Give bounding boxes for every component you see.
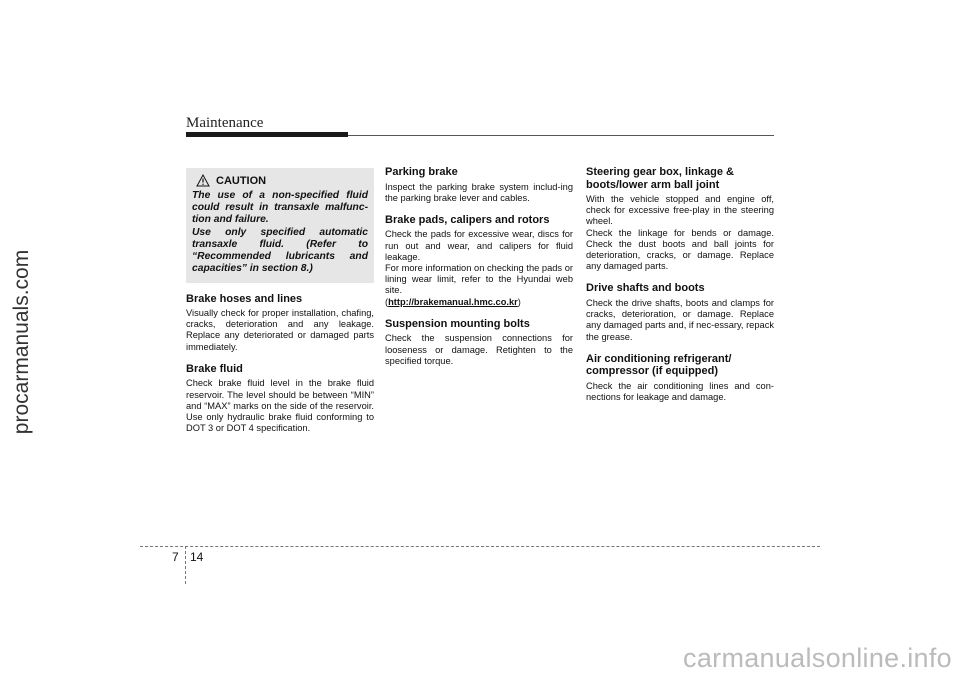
section-heading: Brake hoses and lines <box>186 292 303 305</box>
section-heading: Air conditioning refrigerant/ compressor (if equipped) <box>586 352 732 378</box>
section-suspension <box>385 318 573 367</box>
section-body-1: With the vehicle stopped and engine off, check for excessive free-play in the steering wheel. <box>586 194 774 227</box>
section-body-1: Check the pads for excessive wear, discs for run out and wear, and calipers for fluid leakage. <box>385 229 573 262</box>
section-heading: Brake fluid <box>186 362 243 375</box>
section-heading: Steering gear box, linkage & boots/lower arm ball joint <box>586 166 734 191</box>
section-parking-brake <box>385 166 573 204</box>
section-body: Visually check for proper installation, chafing, cracks, deterioration and any leakage. Replace any deteriorated or damaged parts immediately. <box>186 308 374 352</box>
section-body: Check the drive shafts, boots and clamps for cracks, deterioration, or damage. Replace any damaged parts and, if nec-essary, repack the grease. <box>586 297 774 342</box>
section-body: Check brake fluid level in the brake fluid reservoir. The level should be between “MIN” and “MAX” marks on the side of the reservoir. Use only hydraulic brake fluid conforming to DOT 3 or DOT 4 specification. <box>186 378 374 434</box>
caution-title: CAUTION <box>216 174 267 187</box>
section-heading: Brake pads, calipers and rotors <box>385 213 550 226</box>
link-open-paren: ( <box>385 296 389 307</box>
header-rule <box>348 135 774 136</box>
caution-header <box>196 174 368 187</box>
caution-box <box>186 168 374 283</box>
caution-paragraph-1: The use of a non-specified fluid could result in transaxle malfunc-tion and failure. <box>192 190 368 225</box>
footer-dashed-rule <box>140 546 820 547</box>
section-body: Inspect the parking brake system includ-ing the parking brake lever and cables. <box>385 181 573 203</box>
section-heading: Suspension mounting bolts <box>385 317 530 330</box>
section-body-2: Check the linkage for bends or damage. Check the dust boots and ball joints for deterioration, cracks, or damage. Replace any damaged parts. <box>586 227 774 272</box>
section-body-2: For more information on checking the pads or lining wear limit, refer to the Hyundai web site. <box>385 263 573 296</box>
vertical-watermark: procarmanuals.com <box>10 249 33 435</box>
chapter-number: 7 <box>172 550 179 564</box>
section-steering <box>586 166 774 272</box>
page-number: 14 <box>190 550 204 564</box>
caution-paragraph-2: Use only specified automatic transaxle fluid. (Refer to “Recommended lubricants and capacities” in section 8.) <box>192 227 368 274</box>
brake-manual-link[interactable]: http://brakemanual.hmc.co.kr <box>388 296 518 307</box>
footer-dashed-divider <box>185 546 186 584</box>
column-1 <box>186 168 374 444</box>
link-close-paren: ) <box>517 296 521 307</box>
section-brake-fluid <box>186 363 374 435</box>
link-line <box>385 297 573 308</box>
column-2 <box>385 166 573 377</box>
section-body: Check the air conditioning lines and con-nections for leakage and damage. <box>586 380 774 402</box>
section-body: Check the suspension connections for looseness or damage. Retighten to the specified torque. <box>385 333 573 366</box>
page-header-title: Maintenance <box>186 115 264 131</box>
bottom-watermark: carmanualsonline.info <box>683 643 952 673</box>
header-bar <box>186 132 348 137</box>
section-drive-shafts <box>586 282 774 342</box>
warning-triangle-icon <box>196 174 210 187</box>
section-air-conditioning <box>586 353 774 403</box>
section-brake-hoses <box>186 293 374 353</box>
column-3 <box>586 166 774 413</box>
section-heading: Parking brake <box>385 166 458 178</box>
section-brake-pads <box>385 214 573 308</box>
section-heading: Drive shafts and boots <box>586 282 705 295</box>
